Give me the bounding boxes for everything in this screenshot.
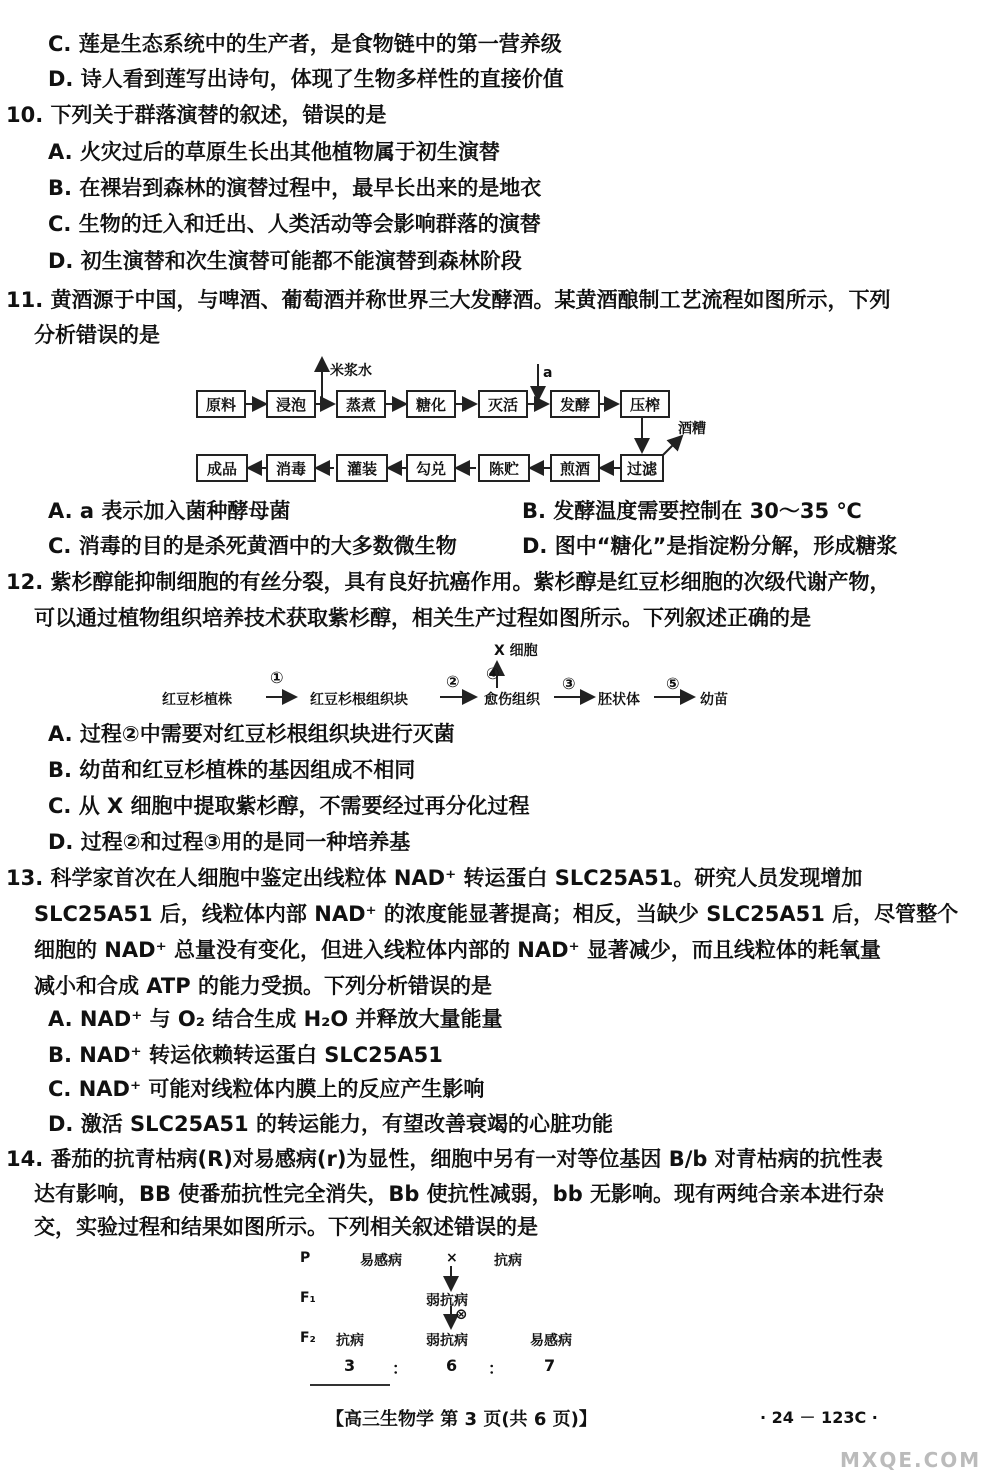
footer-code: · 24 － 123C · <box>760 1408 878 1427</box>
flow-box-press: 压榨 <box>620 390 670 418</box>
q13-option-c: C. NAD⁺ 可能对线粒体内膜上的反应产生影响 <box>48 1077 485 1101</box>
node-yew-plant: 红豆杉植株 <box>162 692 232 708</box>
f2-weak-resistant: 弱抗病 <box>426 1333 468 1349</box>
q13-stem-line4: 减小和合成 ATP 的能力受损。下列分析错误的是 <box>34 974 492 998</box>
p-susceptible: 易感病 <box>360 1253 402 1269</box>
q14-stem-line2: 达有影响，BB 使番茄抗性完全消失，Bb 使抗性减弱，bb 无影响。现有两纯合亲本进行杂 <box>34 1182 885 1206</box>
q13-stem-line1: 13. 科学家首次在人细胞中鉴定出线粒体 NAD⁺ 转运蛋白 SLC25A51。研究人员发现增加 <box>6 866 863 890</box>
node-yew-root-tissue: 红豆杉根组织块 <box>310 692 408 708</box>
gen-p: P <box>300 1250 311 1266</box>
flow-box-decoct: 煎酒 <box>550 454 600 482</box>
label-rice-water: 米浆水 <box>330 363 372 379</box>
q13-option-d: D. 激活 SLC25A51 的转运能力，有望改善衰竭的心脏功能 <box>48 1112 613 1136</box>
flow-box-bottling: 灌装 <box>336 454 388 482</box>
q9-option-d: D. 诗人看到莲写出诗句，体现了生物多样性的直接价值 <box>48 67 564 91</box>
ratio-colon-1: ： <box>392 1359 409 1378</box>
ratio-resistant: 3 <box>344 1356 356 1375</box>
q14-stem-line1: 14. 番茄的抗青枯病(R)对易感病(r)为显性，细胞中另有一对等位基因 B/b 对青枯病的抗性表 <box>6 1147 883 1171</box>
q12-option-a: A. 过程②中需要对红豆杉根组织块进行灭菌 <box>48 722 455 746</box>
flow-box-blend: 勾兑 <box>406 454 456 482</box>
label-a: a <box>543 365 553 381</box>
q11-option-d: D. 图中“糖化”是指淀粉分解，形成糖浆 <box>522 534 898 558</box>
flow-box-ferment: 发酵 <box>550 390 600 418</box>
gen-f1: F₁ <box>300 1290 316 1306</box>
gen-f2: F₂ <box>300 1330 316 1346</box>
q12-stem-line1: 12. 紫杉醇能抑制细胞的有丝分裂，具有良好抗癌作用。紫杉醇是红豆杉细胞的次级代谢产物， <box>6 570 891 594</box>
step-4: ④ <box>486 664 500 683</box>
q9-option-c: C. 莲是生态系统中的生产者，是食物链中的第一营养级 <box>48 32 562 56</box>
label-distiller-grains: 酒糟 <box>678 421 706 437</box>
node-embryoid: 胚状体 <box>598 692 640 708</box>
flow-box-raw-material: 原料 <box>196 390 246 418</box>
q13-stem-line3: 细胞的 NAD⁺ 总量没有变化，但进入线粒体内部的 NAD⁺ 显著减少，而且线粒体的耗氧量 <box>34 938 881 962</box>
self-cross-symbol: ⊗ <box>455 1305 468 1323</box>
q13-option-a: A. NAD⁺ 与 O₂ 结合生成 H₂O 并释放大量能量 <box>48 1007 503 1031</box>
q11-option-b: B. 发酵温度需要控制在 30～35 ℃ <box>522 499 862 523</box>
flow-box-saccharify: 糖化 <box>406 390 456 418</box>
footer-rule <box>310 1384 390 1386</box>
cross-symbol: × <box>446 1250 458 1266</box>
flow-box-inactivate: 灭活 <box>478 390 528 418</box>
step-5: ⑤ <box>666 674 680 693</box>
ratio-colon-2: ： <box>488 1359 505 1378</box>
watermark: MXQE.COM <box>840 1448 982 1472</box>
q10-stem: 10. 下列关于群落演替的叙述，错误的是 <box>6 103 387 127</box>
step-3: ③ <box>562 674 576 693</box>
f1-weak-resistant: 弱抗病 <box>426 1293 468 1309</box>
q12-stem-line2: 可以通过植物组织培养技术获取紫杉醇，相关生产过程如图所示。下列叙述正确的是 <box>34 606 811 630</box>
flow-box-age: 陈贮 <box>478 454 530 482</box>
q11-option-c: C. 消毒的目的是杀死黄酒中的大多数微生物 <box>48 534 457 558</box>
footer-page-info: 【高三生物学 第 3 页(共 6 页)】 <box>326 1409 597 1430</box>
q10-option-a: A. 火灾过后的草原生长出其他植物属于初生演替 <box>48 140 500 164</box>
q12-option-b: B. 幼苗和红豆杉植株的基因组成不相同 <box>48 758 416 782</box>
node-seedling: 幼苗 <box>700 692 728 708</box>
f2-resistant: 抗病 <box>336 1333 364 1349</box>
node-x-cell: X 细胞 <box>494 643 538 659</box>
q14-stem-line3: 交，实验过程和结果如图所示。下列相关叙述错误的是 <box>34 1215 538 1239</box>
ratio-weak-resistant: 6 <box>446 1356 458 1375</box>
node-callus: 愈伤组织 <box>484 692 540 708</box>
f2-susceptible: 易感病 <box>530 1333 572 1349</box>
step-2: ② <box>446 672 460 691</box>
q11-stem-line1: 11. 黄酒源于中国，与啤酒、葡萄酒并称世界三大发酵酒。某黄酒酿制工艺流程如图所示，下列 <box>6 288 891 312</box>
flow-box-steam: 蒸煮 <box>336 390 386 418</box>
q12-option-d: D. 过程②和过程③用的是同一种培养基 <box>48 830 411 854</box>
flow-box-filter: 过滤 <box>620 454 664 482</box>
flow-box-soak: 浸泡 <box>266 390 316 418</box>
step-1: ① <box>270 668 284 687</box>
q11-stem-line2: 分析错误的是 <box>34 323 160 347</box>
q10-option-c: C. 生物的迁入和迁出、人类活动等会影响群落的演替 <box>48 212 541 236</box>
q12-option-c: C. 从 X 细胞中提取紫杉醇，不需要经过再分化过程 <box>48 794 530 818</box>
q11-option-a: A. a 表示加入菌种酵母菌 <box>48 499 291 523</box>
q13-option-b: B. NAD⁺ 转运依赖转运蛋白 SLC25A51 <box>48 1043 443 1067</box>
q10-option-b: B. 在裸岩到森林的演替过程中，最早长出来的是地衣 <box>48 176 542 200</box>
flow-box-product: 成品 <box>196 454 248 482</box>
q13-stem-line2: SLC25A51 后，线粒体内部 NAD⁺ 的浓度能显著提高；相反，当缺少 SLC25A51 后，尽管整个 <box>34 902 959 926</box>
q10-option-d: D. 初生演替和次生演替可能都不能演替到森林阶段 <box>48 249 522 273</box>
ratio-susceptible: 7 <box>544 1356 556 1375</box>
p-resistant: 抗病 <box>494 1253 522 1269</box>
flow-box-disinfect: 消毒 <box>266 454 316 482</box>
